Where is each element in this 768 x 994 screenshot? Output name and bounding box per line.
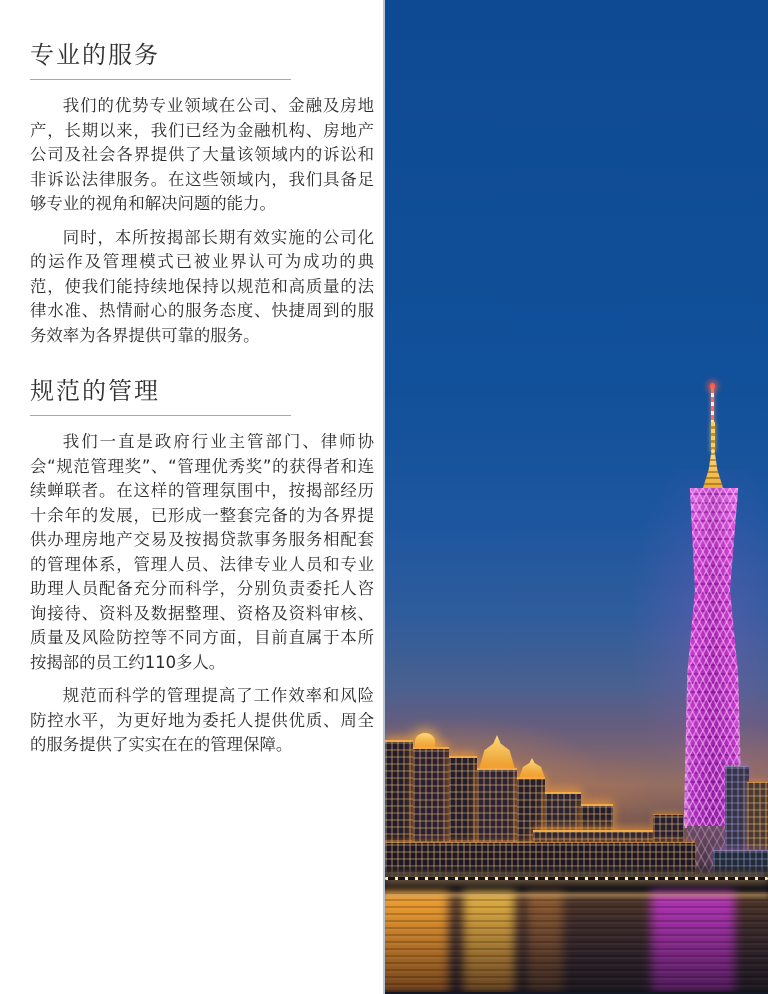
section-heading: 专业的服务 — [30, 41, 160, 69]
promenade-string-lights — [385, 877, 768, 880]
paragraph: 规范而科学的管理提高了工作效率和风险防控水平，为更好地为委托人提供优质、周全的服务提供了实实在在的管理保障。 — [30, 686, 374, 754]
paragraph: 同时，本所按揭部长期有效实施的公司化的运作及管理模式已被业界认可为成功的典范，使我们能持续地保持以规范和高质量的法律水准、热情耐心的服务态度、快捷周到的服务效率为各界提供可靠的服务。 — [30, 227, 374, 345]
waterfront-promenade — [385, 866, 768, 894]
paragraph: 我们的优势专业领域在公司、金融及房地产，长期以来，我们已经为金融机构、房地产公司及社会各界提供了大量该领域内的诉讼和非诉讼法律服务。在这些领域内，我们具备足够专业的视角和解决问题的能力。 — [30, 96, 374, 213]
section-professional-service — [30, 40, 374, 348]
heading-rule — [30, 79, 291, 80]
water-ripples — [385, 892, 768, 994]
section-standard-management — [30, 376, 374, 758]
tower-spire — [702, 447, 724, 491]
paragraph: 我们一直是政府行业主管部门、律师协会“规范管理奖”、“管理优秀奖”的获得者和连续蝉联者。在这样的管理氛围中，按揭部经历十余年的发展，已形成一整套完备的为各界提供办理房地产交易及按揭贷款事务服务相配套的管理体系，管理人员、法律专业人员和专业助理人员配备充分而科学，分别负责委托人咨询接待、资料及数据整理、资格及资料审核、质量及风险防控等不同方面，目前直属于本所按揭部的员工约110多人。 — [30, 432, 374, 672]
river-water — [385, 892, 768, 994]
text-column — [30, 40, 374, 767]
heading-rule — [30, 415, 291, 416]
section-heading: 规范的管理 — [30, 377, 160, 405]
tower-antenna-striped — [711, 388, 714, 422]
canton-tower-night-photo — [383, 0, 768, 994]
